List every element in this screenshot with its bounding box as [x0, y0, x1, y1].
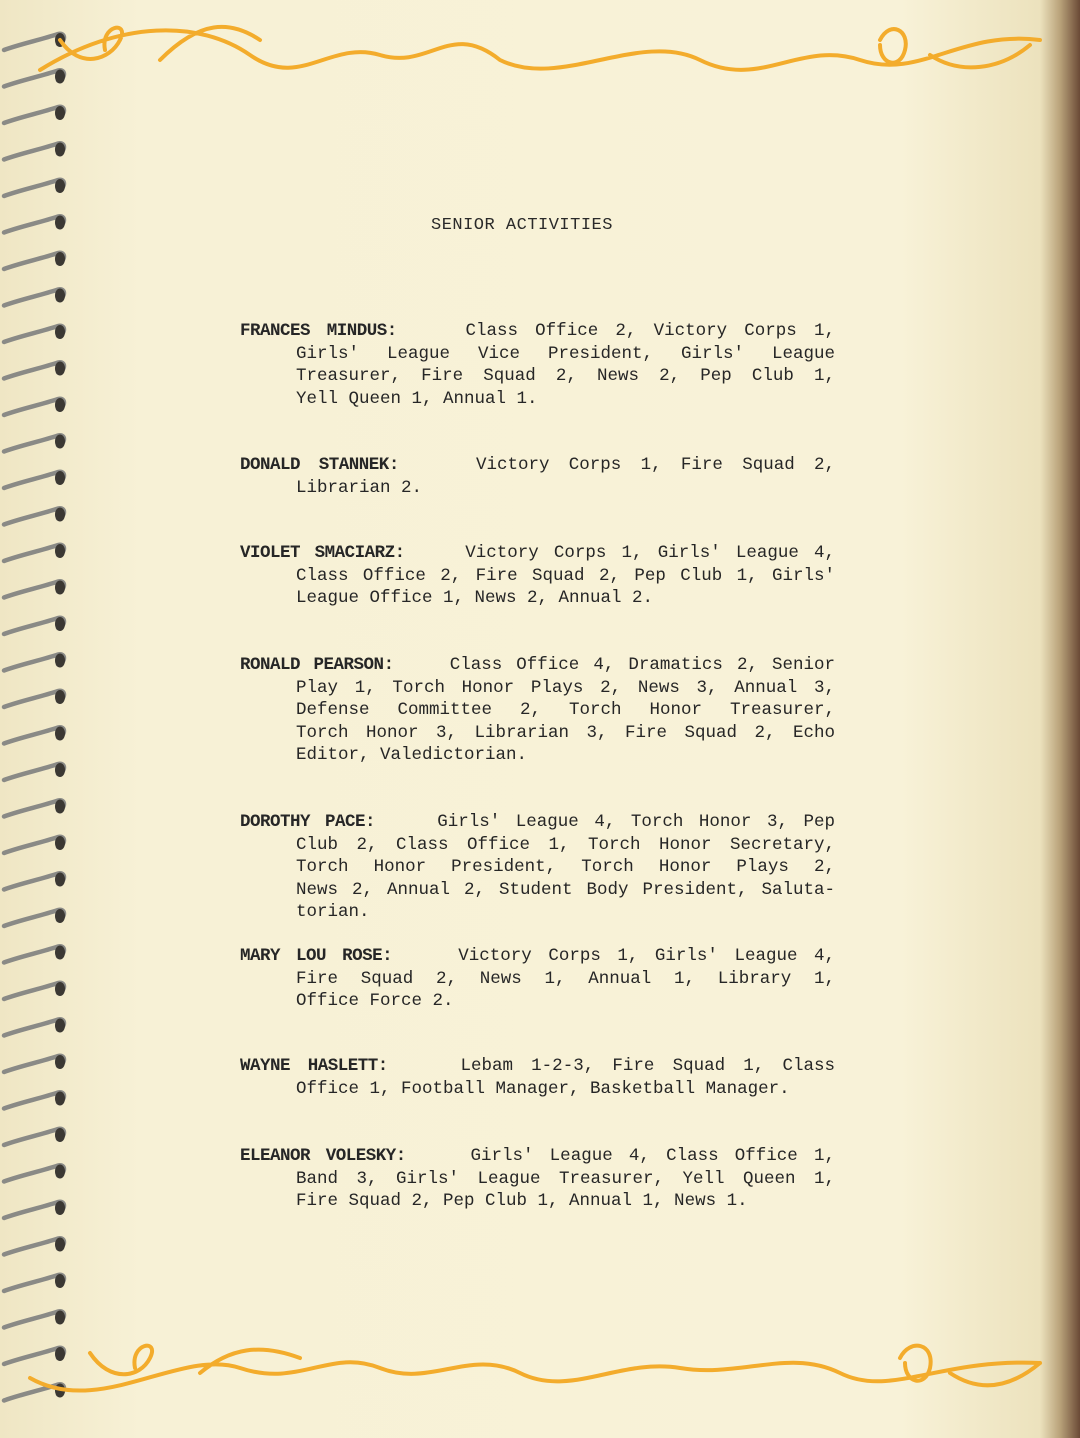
student-name: DOROTHY PACE: — [240, 812, 376, 832]
entry-first-line — [240, 1145, 835, 1168]
binding-hole — [55, 362, 65, 376]
activity-text: Office 1, Football Manager, Basketball Manager. — [296, 1078, 790, 1099]
activity-text: Play 1, Torch Honor Plays 2, News 3, Annual 3, — [296, 677, 835, 698]
activity-text: Girls' League 4, Torch Honor 3, Pep — [437, 812, 835, 832]
spiral-coil — [4, 691, 64, 707]
binding-hole — [55, 836, 65, 850]
spiral-coil — [4, 618, 64, 634]
top-ornamental-border — [0, 0, 1080, 110]
spiral-coil — [4, 216, 64, 232]
spiral-coil — [4, 873, 64, 889]
activity-text: Class Office 2, Victory Corps 1, — [465, 321, 835, 341]
spiral-coil — [4, 1056, 64, 1072]
entry-continuation-line — [296, 1190, 835, 1213]
binding-hole — [55, 690, 65, 704]
spiral-coil — [4, 764, 64, 780]
spiral-coil — [4, 1129, 64, 1145]
spiral-binding — [0, 0, 80, 1438]
student-name: RONALD PEARSON: — [240, 655, 394, 675]
entry-continuation-line — [296, 901, 835, 924]
activity-text: News 2, Annual 2, Student Body President, Saluta- — [296, 879, 835, 900]
activity-text: Girls' League 4, Class Office 1, — [470, 1146, 835, 1166]
activity-text: Office Force 2. — [296, 991, 454, 1012]
activity-entry — [240, 320, 835, 410]
entry-continuation-line — [296, 744, 835, 767]
student-name: DONALD STANNEK: — [240, 455, 399, 475]
binding-hole — [55, 289, 65, 303]
entry-continuation-line — [296, 968, 835, 991]
binding-hole — [55, 654, 65, 668]
activity-text: Girls' League Vice President, Girls' League — [296, 343, 835, 364]
entry-first-line — [240, 811, 835, 834]
activity-text: Club 2, Class Office 1, Torch Honor Secretary, — [296, 834, 835, 855]
spiral-coil — [4, 800, 64, 816]
spiral-coil — [4, 1238, 64, 1254]
activity-entry — [240, 1055, 835, 1100]
entry-first-line — [240, 1055, 835, 1078]
binding-hole — [55, 581, 65, 595]
entry-continuation-line — [296, 879, 835, 902]
student-name: WAYNE HASLETT: — [240, 1056, 388, 1076]
entry-continuation-line — [296, 699, 835, 722]
entry-continuation-line — [296, 677, 835, 700]
activity-entry — [240, 454, 835, 499]
binding-hole — [55, 1019, 65, 1033]
student-name: VIOLET SMACIARZ: — [240, 543, 405, 563]
spiral-coil — [4, 435, 64, 451]
spiral-coil — [4, 910, 64, 926]
entry-first-line — [240, 542, 835, 565]
binding-hole — [55, 873, 65, 887]
activity-text: Band 3, Girls' League Treasurer, Yell Queen 1, — [296, 1168, 835, 1189]
binding-hole — [55, 1055, 65, 1069]
binding-hole — [55, 727, 65, 741]
binding-hole — [55, 763, 65, 777]
entry-first-line — [240, 654, 835, 677]
binding-hole — [55, 800, 65, 814]
page-title: SENIOR ACTIVITIES — [431, 216, 613, 235]
activity-text: Fire Squad 2, Pep Club 1, Annual 1, News 1. — [296, 1191, 748, 1212]
entry-first-line — [240, 320, 835, 343]
binding-hole — [55, 325, 65, 339]
entry-continuation-line — [296, 365, 835, 388]
activity-text: Librarian 2. — [296, 477, 423, 498]
spiral-coil — [4, 946, 64, 962]
activity-text: Class Office 4, Dramatics 2, Senior — [449, 655, 836, 675]
entry-continuation-line — [296, 477, 835, 500]
binding-hole — [55, 143, 65, 157]
entry-continuation-line — [296, 1078, 835, 1101]
spiral-coil — [4, 180, 64, 196]
binding-hole — [55, 1311, 65, 1325]
binding-hole — [55, 1274, 65, 1288]
entry-continuation-line — [296, 565, 835, 588]
binding-hole — [55, 909, 65, 923]
spiral-coil — [4, 1165, 64, 1181]
spiral-coil — [4, 362, 64, 378]
spiral-coil — [4, 1019, 64, 1035]
activity-text: Defense Committee 2, Torch Honor Treasurer, — [296, 700, 835, 721]
activity-text: Lebam 1-2-3, Fire Squad 1, Class — [460, 1056, 835, 1076]
spiral-coil — [4, 143, 64, 159]
activity-text: Torch Honor 3, Librarian 3, Fire Squad 2, Echo — [296, 722, 835, 743]
entry-continuation-line — [296, 587, 835, 610]
spiral-coil — [4, 289, 64, 305]
entry-continuation-line — [296, 722, 835, 745]
binding-hole — [55, 1092, 65, 1106]
spiral-coil — [4, 472, 64, 488]
binding-hole — [55, 544, 65, 558]
activity-text: Yell Queen 1, Annual 1. — [296, 388, 538, 409]
student-name: FRANCES MINDUS: — [240, 321, 397, 341]
binding-hole — [55, 1238, 65, 1252]
binding-hole — [55, 435, 65, 449]
spiral-coil — [4, 545, 64, 561]
binding-hole — [55, 398, 65, 412]
spiral-coil — [4, 1202, 64, 1218]
activity-text: Victory Corps 1, Girls' League 4, — [458, 946, 835, 966]
binding-hole — [55, 471, 65, 485]
binding-hole — [55, 508, 65, 522]
activity-text: torian. — [296, 902, 370, 923]
spiral-coil — [4, 654, 64, 670]
activity-text: Treasurer, Fire Squad 2, News 2, Pep Club 1, — [296, 366, 835, 387]
activity-text: Torch Honor President, Torch Honor Plays 2, — [296, 857, 835, 878]
binding-hole — [55, 1165, 65, 1179]
activity-text: Editor, Valedictorian. — [296, 745, 528, 766]
activity-entry — [240, 811, 835, 924]
binding-hole — [55, 946, 65, 960]
spiral-coil — [4, 326, 64, 342]
binding-hole — [55, 617, 65, 631]
activity-entry — [240, 1145, 835, 1213]
spiral-coil — [4, 508, 64, 524]
spiral-coil — [4, 581, 64, 597]
activity-entry — [240, 542, 835, 610]
entry-first-line — [240, 945, 835, 968]
spiral-coil — [4, 1311, 64, 1327]
binding-hole — [55, 982, 65, 996]
student-name: ELEANOR VOLESKY: — [240, 1146, 406, 1166]
spiral-coil — [4, 727, 64, 743]
spiral-coil — [4, 1275, 64, 1291]
activity-entry — [240, 654, 835, 767]
spiral-coil — [4, 983, 64, 999]
binding-hole — [55, 179, 65, 193]
student-name: MARY LOU ROSE: — [240, 946, 393, 966]
activity-text: Fire Squad 2, News 1, Annual 1, Library 1, — [296, 968, 835, 989]
activity-text: Victory Corps 1, Girls' League 4, — [465, 543, 836, 563]
binding-hole — [55, 216, 65, 230]
entry-continuation-line — [296, 834, 835, 857]
entry-continuation-line — [296, 990, 835, 1013]
entry-continuation-line — [296, 388, 835, 411]
entry-first-line — [240, 454, 835, 477]
entry-continuation-line — [296, 1168, 835, 1191]
activity-text: Victory Corps 1, Fire Squad 2, — [476, 455, 835, 475]
activity-text: Class Office 2, Fire Squad 2, Pep Club 1, Girls' — [296, 565, 835, 586]
entry-continuation-line — [296, 856, 835, 879]
spiral-coil — [4, 399, 64, 415]
activity-entry — [240, 945, 835, 1013]
spiral-coil — [4, 253, 64, 269]
binding-hole — [55, 1201, 65, 1215]
entry-continuation-line — [296, 343, 835, 366]
spiral-coil — [4, 1092, 64, 1108]
binding-hole — [55, 1128, 65, 1142]
activity-text: League Office 1, News 2, Annual 2. — [296, 588, 654, 609]
bottom-ornamental-border — [0, 1328, 1080, 1438]
spiral-coil — [4, 837, 64, 853]
binding-hole — [55, 252, 65, 266]
